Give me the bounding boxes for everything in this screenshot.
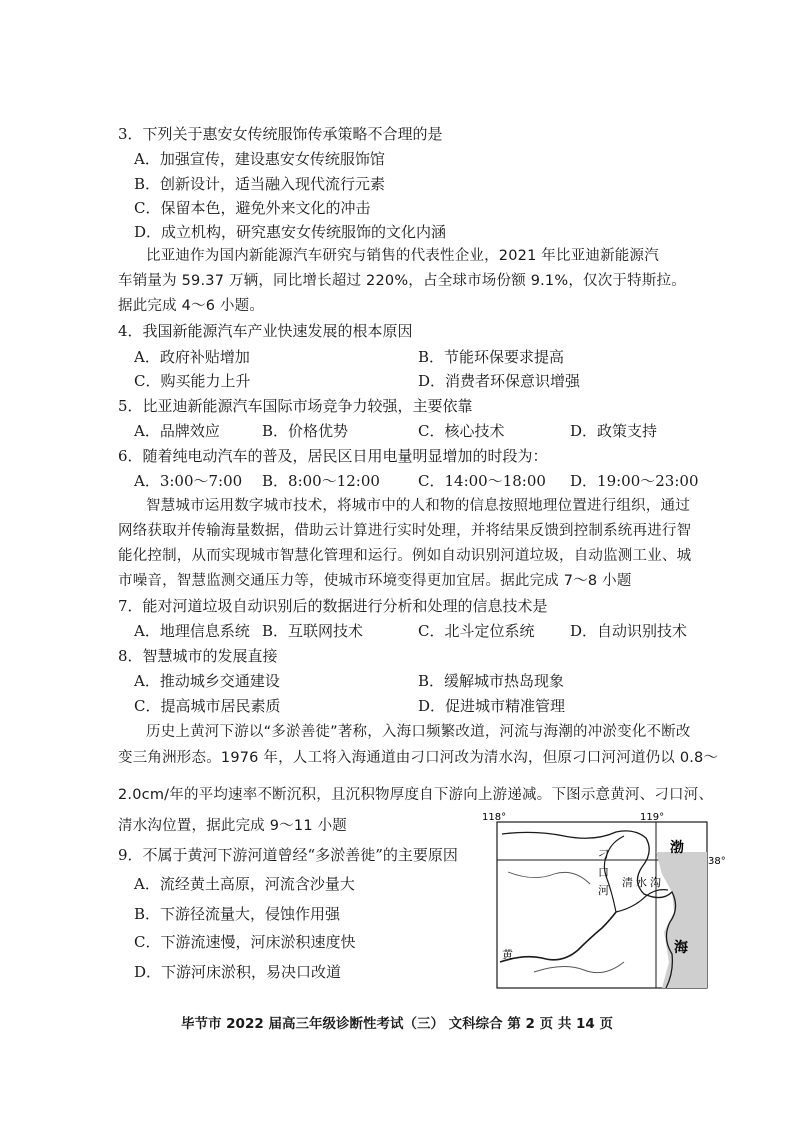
question-4-option-b: B．节能环保要求提高 bbox=[418, 348, 565, 366]
question-5-option-a: A．品牌效应 bbox=[134, 422, 220, 440]
question-6-option-b: B．8:00～12:00 bbox=[262, 472, 380, 490]
question-4-stem: 4．我国新能源汽车产业快速发展的根本原因 bbox=[118, 322, 413, 340]
passage-3-line-1: 历史上黄河下游以“多淤善徙”著称，入海口频繁改道，河流与海潮的冲淤变化不断改 bbox=[146, 724, 691, 740]
question-7-option-d: D．自动识别技术 bbox=[570, 622, 688, 640]
sea-label: 海 bbox=[674, 940, 688, 956]
question-6-option-a: A．3:00～7:00 bbox=[134, 472, 243, 490]
question-6-option-c: C．14:00～18:00 bbox=[418, 472, 546, 490]
question-7-option-a: A．地理信息系统 bbox=[134, 622, 250, 640]
passage-3-line-4: 清水沟位置，据此完成 9～11 小题 bbox=[118, 818, 347, 834]
question-4-option-d: D．消费者环保意识增强 bbox=[418, 372, 581, 390]
question-9-option-c: C．下游流速慢，河床淤积速度快 bbox=[134, 933, 356, 951]
question-8-option-b: B．缓解城市热岛现象 bbox=[418, 672, 565, 690]
question-5-stem: 5．比亚迪新能源汽车国际市场竞争力较强，主要依靠 bbox=[118, 397, 473, 415]
passage-2-line-1: 智慧城市运用数字城市技术，将城市中的人和物的信息按照地理位置进行组织，通过 bbox=[146, 498, 690, 514]
kou-label: 口 bbox=[598, 866, 609, 879]
qing-label: 清 bbox=[622, 876, 633, 889]
page-footer: 毕节市 2022 届高三年级诊断性考试（三） 文科综合 第 2 页 共 14 页 bbox=[180, 1016, 614, 1032]
he-label: 河 bbox=[598, 884, 609, 897]
question-9-option-a: A．流经黄土高原，河流含沙量大 bbox=[134, 875, 355, 893]
passage-2-line-4: 市噪音，智慧监测交通压力等，使城市环境变得更加宜居。据此完成 7～8 小题 bbox=[118, 573, 632, 589]
question-3-option-c: C．保留本色，避免外来文化的冲击 bbox=[134, 199, 371, 217]
question-7-option-c: C．北斗定位系统 bbox=[418, 622, 535, 640]
question-4-option-a: A．政府补贴增加 bbox=[134, 348, 250, 366]
yellow-river-delta-map bbox=[482, 812, 726, 990]
question-6-stem: 6．随着纯电动汽车的普及，居民区日用电量明显增加的时段为： bbox=[118, 447, 548, 465]
lon-left-label: 118° bbox=[482, 812, 507, 823]
question-3-option-a: A．加强宣传，建设惠安女传统服饰馆 bbox=[134, 150, 385, 168]
question-8-option-c: C．提高城市居民素质 bbox=[134, 697, 281, 715]
question-9-option-b: B．下游径流量大，侵蚀作用强 bbox=[134, 905, 341, 923]
question-8-option-d: D．促进城市精准管理 bbox=[418, 697, 566, 715]
question-4-option-c: C．购买能力上升 bbox=[134, 372, 251, 390]
question-3-stem: 3．下列关于惠安女传统服饰传承策略不合理的是 bbox=[118, 125, 443, 143]
lat-label: 38° bbox=[708, 856, 726, 867]
passage-3-line-3: 2.0cm/年的平均速率不断沉积，且沉积物厚度自下游向上游递减。下图示意黄河、刁口河、 bbox=[118, 787, 714, 803]
question-5-option-d: D．政策支持 bbox=[570, 422, 658, 440]
question-9-option-d: D．下游河床淤积，易决口改道 bbox=[134, 963, 342, 981]
gou-label: 沟 bbox=[650, 876, 661, 889]
bohai-label: 渤 bbox=[670, 840, 684, 856]
question-6-option-d: D．19:00～23:00 bbox=[570, 472, 699, 490]
question-8-option-a: A．推动城乡交通建设 bbox=[134, 672, 280, 690]
passage-1-line-2: 车销量为 59.37 万辆，同比增长超过 220%，占全球市场份额 9.1%，仅次于特斯拉。 bbox=[118, 273, 686, 289]
yellow-river-label: 黄 bbox=[502, 948, 513, 961]
question-5-option-b: B．价格优势 bbox=[262, 422, 349, 440]
shui-label: 水 bbox=[636, 876, 647, 889]
passage-1-line-1: 比亚迪作为国内新能源汽车研究与销售的代表性企业，2021 年比亚迪新能源汽 bbox=[146, 248, 659, 264]
passage-3-line-2: 变三角洲形态。1976 年，人工将入海通道由刁口河改为清水沟，但原刁口河河道仍以 0.8～ bbox=[118, 750, 719, 766]
diao-label: 刁 bbox=[598, 848, 609, 861]
question-7-option-b: B．互联网技术 bbox=[262, 622, 364, 640]
question-3-option-b: B．创新设计，适当融入现代流行元素 bbox=[134, 175, 386, 193]
question-9-stem: 9．不属于黄河下游河道曾经“多淤善徙”的主要原因 bbox=[118, 846, 458, 864]
question-3-option-d: D．成立机构，研究惠安女传统服饰的文化内涵 bbox=[134, 223, 447, 241]
lon-right-label: 119° bbox=[640, 812, 665, 823]
passage-2-line-2: 网络获取并传输海量数据，借助云计算进行实时处理，并将结果反馈到控制系统再进行智 bbox=[118, 523, 692, 539]
question-5-option-c: C．核心技术 bbox=[418, 422, 505, 440]
question-8-stem: 8．智慧城市的发展直接 bbox=[118, 647, 278, 665]
question-7-stem: 7．能对河道垃圾自动识别后的数据进行分析和处理的信息技术是 bbox=[118, 597, 548, 615]
passage-2-line-3: 能化控制，从而实现城市智慧化管理和运行。例如自动识别河道垃圾，自动监测工业、城 bbox=[118, 548, 692, 564]
passage-1-line-3: 据此完成 4～6 小题。 bbox=[118, 298, 265, 314]
